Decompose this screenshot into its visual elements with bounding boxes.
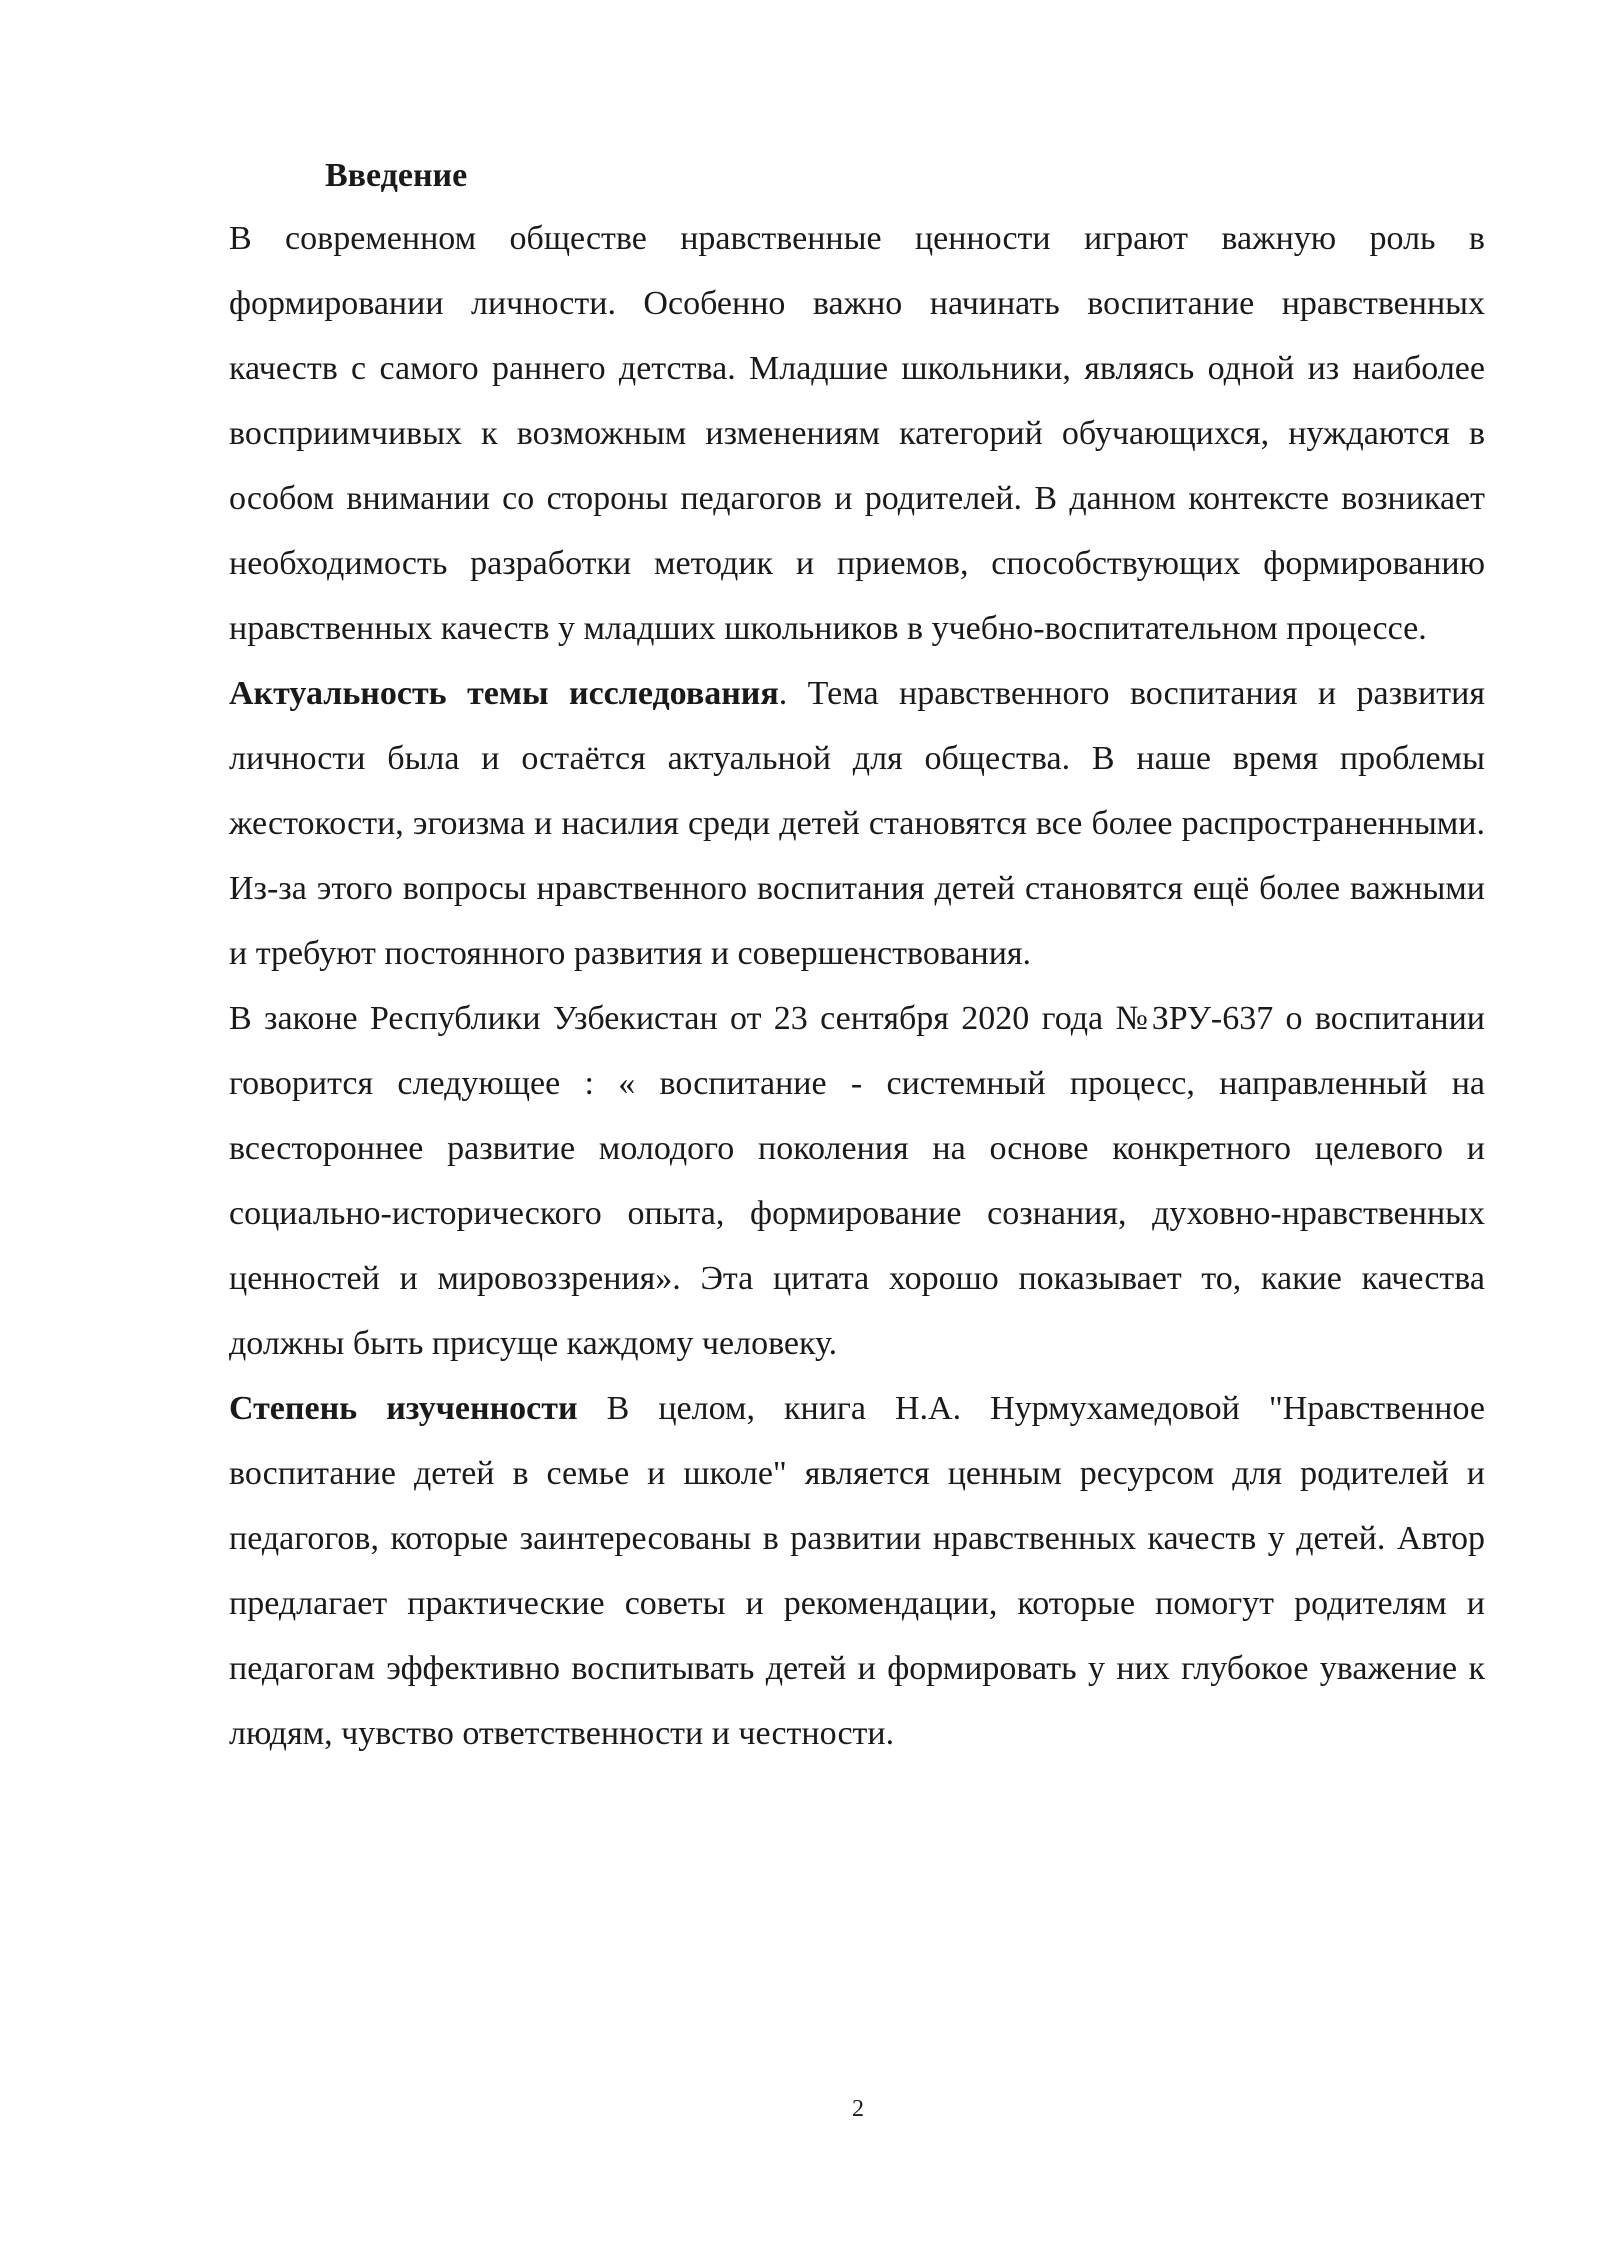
- study-paragraph: [229, 1376, 1485, 1766]
- relevance-text: . Тема нравственного воспитания и развития личности была и остаётся актуальной для общества. В наше время проблемы жестокости, эгоизма и насилия среди детей становятся все более распространенными. Из-за этого вопросы нравственного воспитания детей становятся ещё более важными и требуют постоянного развития и совершенствования.: [229, 675, 1485, 972]
- relevance-lead: Актуальность темы исследования: [229, 675, 779, 712]
- law-paragraph: В законе Республики Узбекистан от 23 сентября 2020 года №ЗРУ-637 о воспитании говорится следующее : « воспитание - системный процесс, направленный на всестороннее развитие молодого поколения на основе конкретного целевого и социально-исторического опыта, формирование сознания, духовно-нравственных ценностей и мировоззрения». Эта цитата хорошо показывает то, какие качества должны быть присуще каждому человеку.: [229, 1000, 1485, 1362]
- relevance-paragraph: [229, 661, 1485, 986]
- section-heading: Введение: [325, 157, 468, 194]
- study-lead: Степень изученности: [229, 1390, 578, 1427]
- page-number: 2: [852, 2096, 864, 2122]
- intro-paragraph: В современном обществе нравственные ценности играют важную роль в формировании личности. Особенно важно начинать воспитание нравственных качеств с самого раннего детства. Младшие школьники, являясь одной из наиболее восприимчивых к возможным изменениям категорий обучающихся, нуждаются в особом внимании со стороны педагогов и родителей. В данном контексте возникает необходимость разработки методик и приемов, способствующих формированию нравственных качеств у младших школьников в учебно-воспитательном процессе.: [229, 220, 1485, 647]
- page-body: [229, 146, 1485, 1766]
- study-text: В целом, книга Н.А. Нурмухамедовой "Нравственное воспитание детей в семье и школе" является ценным ресурсом для родителей и педагогов, которые заинтересованы в развитии нравственных качеств у детей. Автор предлагает практические советы и рекомендации, которые помогут родителям и педагогам эффективно воспитывать детей и формировать у них глубокое уважение к людям, чувство ответственности и честности.: [229, 1390, 1485, 1752]
